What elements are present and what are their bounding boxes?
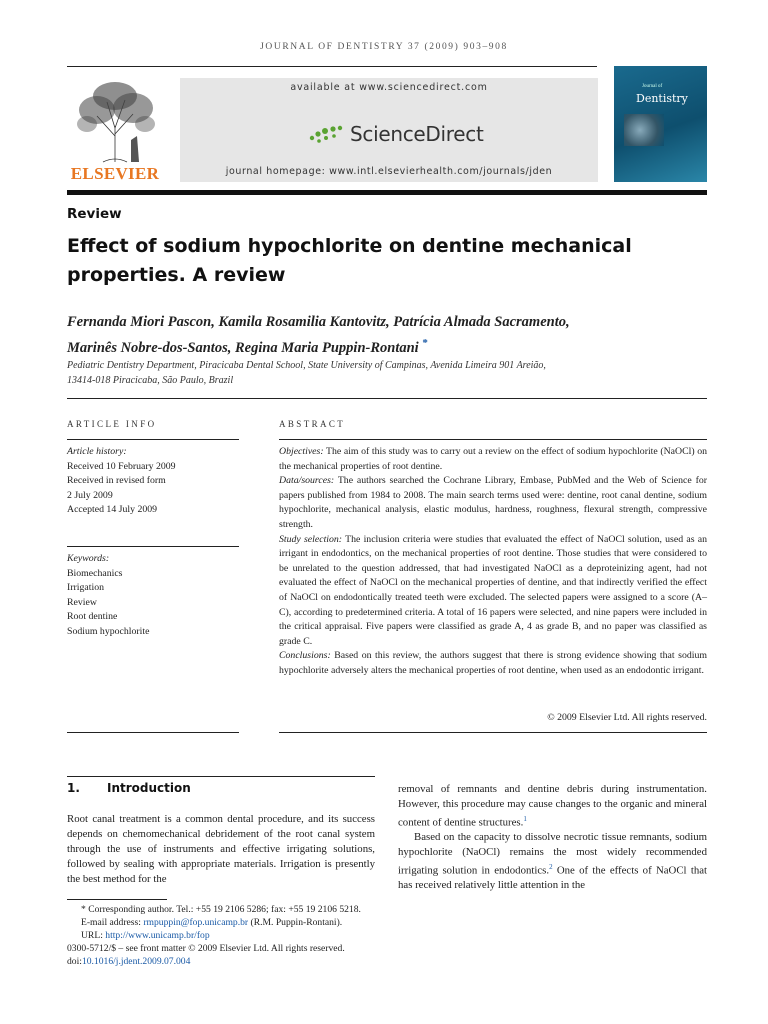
intro-paragraph [398, 782, 707, 830]
keywords-rule [67, 546, 239, 547]
sciencedirect-dots-icon [308, 122, 346, 146]
affiliation [67, 358, 707, 388]
author-list [67, 312, 707, 359]
sources-text: The authors searched the Cochrane Library, Embase, PubMed and the Web of Science for papers published from 1984 to 2008. The main search terms used were: dentine, root canal dentine, sodium hypochlorite, mechanical analysis, elastic modulus, hardness, roughness, flexural strength, compressive strength. [279, 475, 707, 530]
abstract-bottom-rule [279, 732, 707, 733]
intro-text: removal of remnants and dentine debris during instrumentation. However, this procedure may cause changes to the organic and mineral content of dentine structures. [398, 783, 707, 829]
section-title: Introduction [107, 781, 191, 795]
objectives-label: Objectives: [279, 446, 324, 457]
selection-text: The inclusion criteria were studies that evaluated the effect of NaOCl solution, used as an irrigant in endodontics, on the mechanical properties of root dentine. Those studies that were considered to be unrelated to the question addressed, that had investigated NaOCl as a deproteinizing agent, had not evaluated the effect of NaOCl on the mechanical properties of dentine, and that indirectly verified the effect of NaOCl on endodontically treated teeth were excluded. The selected papers were assigned to a score (A–C), according to predetermined criteria. A total of 16 papers were selected, and nine papers were included in the critical appraisal. Five papers were classified as grade A, 4 as grade B, and no paper was classified as grade C. [279, 533, 707, 647]
abstract-body [279, 445, 707, 679]
article-info-heading: ARTICLE INFO [67, 419, 157, 429]
reference-link[interactable]: 2 [549, 862, 553, 871]
intro-paragraph: Root canal treatment is a common dental procedure, and its success depends on chemomechanical debridement of the root canal system through the use of instruments and effective irrigating solutions, followed by sealing with appropriate materials. Irrigation is presently the best method for the [67, 813, 375, 885]
email-line [67, 916, 407, 929]
history-item: Received in revised form [67, 475, 166, 487]
intro-right-column [398, 782, 707, 893]
corresponding-author-mark[interactable]: * [422, 337, 428, 349]
authors-line-1: Fernanda Miori Pascon, Kamila Rosamilia Kantovitz, Patrícia Almada Sacramento, [67, 314, 570, 330]
conclusions-text: Based on this review, the authors suggest that there is strong evidence showing that sodium hypochlorite adversely alters the mechanical properties of root dentine, when used as an endodontic irrigant. [279, 650, 708, 676]
header-rule [67, 66, 597, 67]
abstract-heading: ABSTRACT [279, 419, 346, 429]
intro-text: One of the effects of NaOCl that has received relatively little attention in the [398, 864, 708, 891]
history-item: Accepted 14 July 2009 [67, 504, 158, 516]
sources-label: Data/sources: [279, 475, 335, 487]
journal-citation: JOURNAL OF DENTISTRY 37 (2009) 903–908 [260, 42, 508, 52]
header-thick-rule [67, 190, 707, 195]
sciencedirect-logo[interactable] [308, 118, 484, 150]
intro-paragraph [398, 830, 707, 893]
reference-link[interactable]: 1 [523, 814, 527, 823]
journal-cover-image [614, 66, 707, 182]
available-at-link[interactable]: available at www.sciencedirect.com [290, 82, 488, 93]
section-heading [67, 781, 191, 795]
article-title: Effect of sodium hypochlorite on dentine mechanical properties. A review [67, 235, 632, 286]
conclusions-label: Conclusions: [279, 650, 331, 662]
intro-text: Based on the capacity to dissolve necrotic tissue remnants, sodium hypochlorite (NaOCl) remains the most widely recommended irrigating solution in endodontics. [398, 830, 707, 877]
keyword: Root dentine [67, 611, 118, 623]
sciencedirect-name: ScienceDirect [350, 122, 484, 146]
objectives-text: The aim of this study was to carry out a review on the effect of sodium hypochlorite (NaOCl) on the mechanical properties of root dentine. [279, 446, 707, 472]
title-rule [67, 398, 707, 399]
selection-label: Study selection: [279, 533, 343, 545]
cover-subtitle: Journal of [642, 84, 663, 89]
cover-title: Dentistry [636, 92, 688, 105]
elsevier-wordmark: ELSEVIER [70, 164, 160, 183]
section-number: 1. [67, 781, 80, 795]
url-link[interactable]: http://www.unicamp.br/fop [105, 930, 210, 941]
corresponding-author-note: * Corresponding author. Tel.: +55 19 2106 5286; fax: +55 19 2106 5218. [81, 904, 361, 915]
keyword: Biomechanics [67, 567, 123, 579]
history-label: Article history: [67, 446, 127, 457]
article-history [67, 445, 239, 518]
affiliation-line-1: Pediatric Dentistry Department, Piracicaba Dental School, State University of Campinas, Avenida Limeira 901 Areião, [67, 360, 546, 371]
email-link[interactable]: rmpuppin@fop.unicamp.br [143, 917, 249, 928]
info-bottom-rule [67, 732, 239, 733]
keyword: Review [67, 596, 97, 608]
keyword: Sodium hypochlorite [67, 625, 150, 637]
doi-line [67, 955, 407, 968]
url-label: URL: [81, 930, 106, 941]
history-item: 2 July 2009 [67, 489, 113, 501]
cover-artwork [624, 114, 664, 146]
url-line [67, 929, 407, 942]
email-label: E-mail address: [81, 917, 144, 928]
keywords-label: Keywords: [67, 553, 110, 564]
footnotes [67, 903, 407, 968]
doi-label: doi: [67, 956, 82, 967]
article-type: Review [67, 206, 122, 222]
keywords [67, 552, 239, 640]
intro-left-column [67, 812, 375, 887]
affiliation-line-2: 13414-018 Piracicaba, São Paulo, Brazil [67, 375, 234, 386]
keyword: Irrigation [67, 582, 104, 594]
email-suffix: (R.M. Puppin-Rontani). [248, 917, 343, 928]
journal-homepage-link[interactable]: journal homepage: www.intl.elsevierhealth.com/journals/jden [225, 166, 553, 177]
footnote-rule [67, 899, 167, 900]
doi-link[interactable]: 10.1016/j.jdent.2009.07.004 [81, 956, 191, 967]
abstract-rule [279, 439, 707, 440]
article-info-rule [67, 439, 239, 440]
intro-rule [67, 776, 375, 777]
history-item: Received 10 February 2009 [67, 460, 176, 472]
abstract-copyright: © 2009 Elsevier Ltd. All rights reserved. [547, 712, 707, 723]
authors-line-2: Marinês Nobre-dos-Santos, Regina Maria Puppin-Rontani [67, 339, 419, 356]
issn-line: 0300-5712/$ – see front matter © 2009 Elsevier Ltd. All rights reserved. [67, 943, 345, 954]
